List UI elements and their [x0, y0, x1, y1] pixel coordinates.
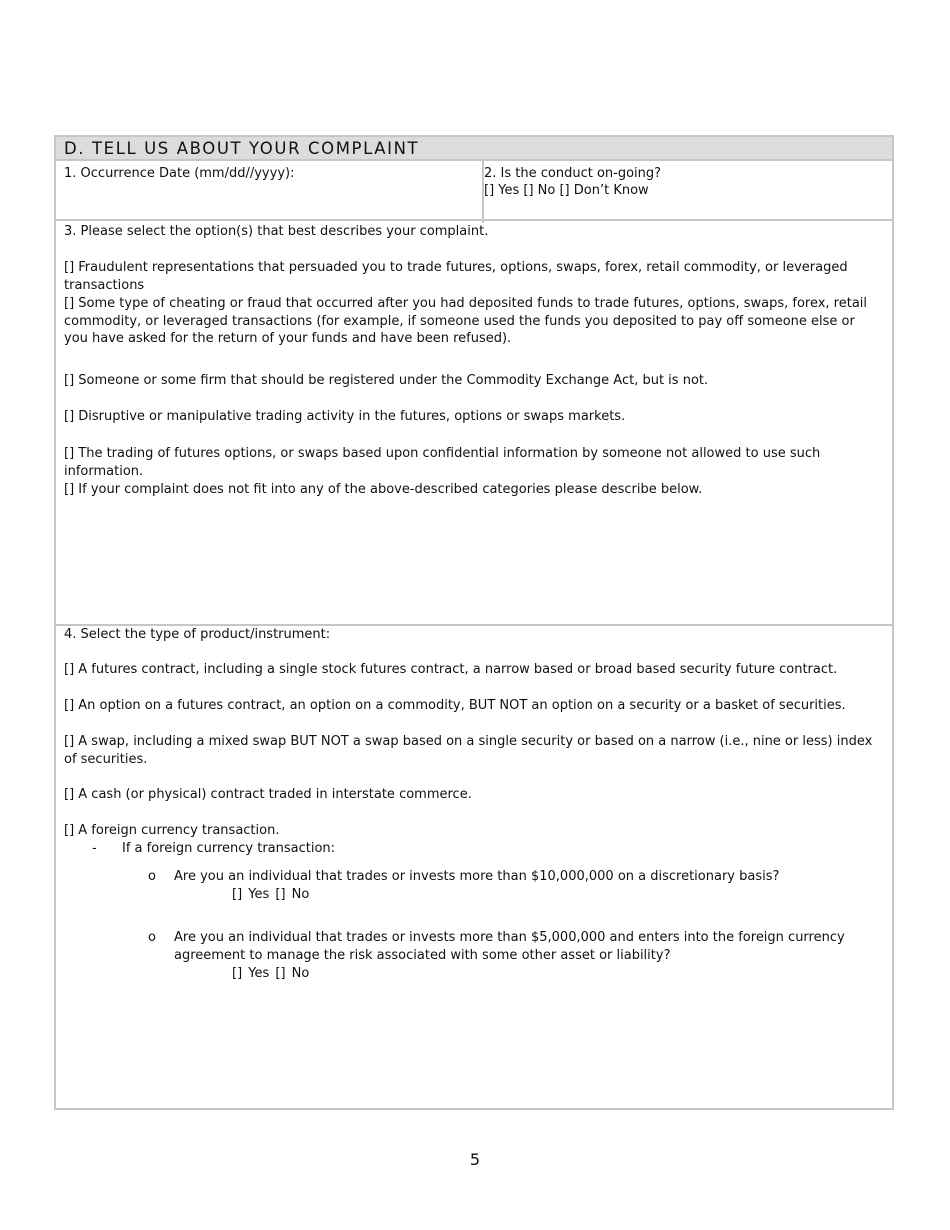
complaint-type-box — [56, 221, 892, 626]
occurrence-date-field[interactable] — [56, 161, 484, 223]
product-option-futures[interactable]: [] A futures contract, including a single stock futures contract, a narrow based or broad based security future contract. — [64, 662, 838, 677]
bullet-icon: o — [148, 930, 156, 945]
product-type-box — [56, 626, 892, 1108]
complaint-option-other[interactable]: [] If your complaint does not fit into any of the above-described categories please describe below. — [64, 482, 703, 497]
section-title: D. TELL US ABOUT YOUR COMPLAINT — [56, 137, 892, 161]
foreign-currency-sub-label: If a foreign currency transaction: — [122, 841, 336, 856]
forex-answer-discretionary[interactable]: [] Yes [] No — [232, 887, 310, 902]
complaint-option-fraudulent-representations[interactable]: [] Fraudulent representations that persuaded you to trade futures, options, swaps, forex, retail commodity, or leveraged transactions — [64, 260, 848, 293]
complaint-option-manipulative-trading[interactable]: [] Disruptive or manipulative trading activity in the futures, options or swaps markets. — [64, 409, 626, 424]
occurrence-date-label: 1. Occurrence Date (mm/dd//yyyy): — [64, 166, 295, 181]
ongoing-conduct-field — [476, 161, 900, 223]
complaint-type-label: 3. Please select the option(s) that best describes your complaint. — [64, 224, 489, 239]
ongoing-conduct-options[interactable]: [] Yes [] No [] Don’t Know — [484, 183, 649, 198]
product-option-cash-contract[interactable]: [] A cash (or physical) contract traded in interstate commerce. — [64, 787, 472, 802]
product-option-swap[interactable]: [] A swap, including a mixed swap BUT NOT a swap based on a single security or based on a narrow (i.e., nine or less) index of securities. — [64, 734, 873, 767]
page-number: 5 — [469, 1150, 481, 1169]
product-option-foreign-currency[interactable]: [] A foreign currency transaction. — [64, 823, 280, 838]
complaint-option-confidential-information[interactable]: [] The trading of futures options, or swaps based upon confidential information by someone not allowed to use such information. — [64, 446, 821, 479]
complaint-option-unregistered[interactable]: [] Someone or some firm that should be registered under the Commodity Exchange Act, but is not. — [64, 373, 709, 388]
forex-question-discretionary: Are you an individual that trades or invests more than $10,000,000 on a discretionary basis? — [174, 869, 780, 884]
sub-dash: - — [92, 841, 97, 856]
product-type-label: 4. Select the type of product/instrument: — [64, 627, 331, 642]
product-option-option-on-futures[interactable]: [] An option on a futures contract, an option on a commodity, BUT NOT an option on a security or a basket of securities. — [64, 698, 846, 713]
bullet-icon: o — [148, 869, 156, 884]
complaint-form-section — [54, 135, 894, 1110]
ongoing-conduct-label: 2. Is the conduct on-going? — [484, 166, 662, 181]
forex-answer-risk-management[interactable]: [] Yes [] No — [232, 966, 310, 981]
forex-question-risk-management: Are you an individual that trades or invests more than $5,000,000 and enters into the foreign currency agreement to manage the risk associated with some other asset or liability? — [174, 930, 845, 963]
date-and-ongoing-row — [56, 161, 892, 221]
complaint-option-cheating-after-deposit[interactable]: [] Some type of cheating or fraud that occurred after you had deposited funds to trade futures, options, swaps, forex, retail commodity, or leveraged transactions (for example, if someone used the funds you deposited to pay off someone else or you have asked for the return of your funds and have been refused). — [64, 296, 868, 346]
